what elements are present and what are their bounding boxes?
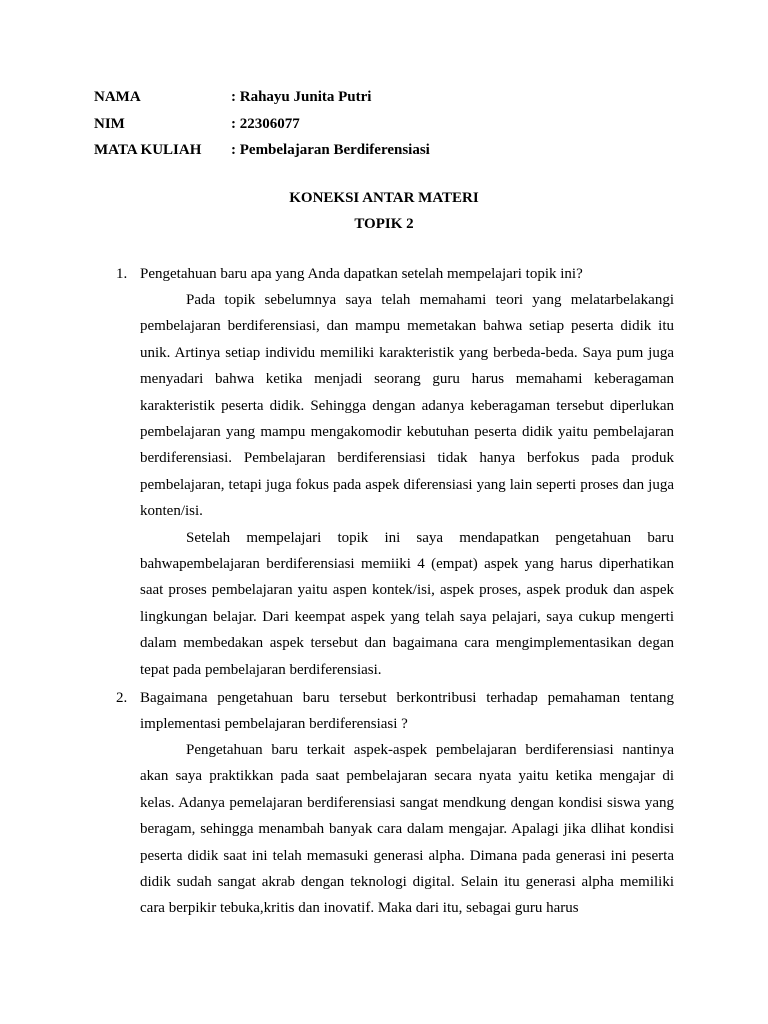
document-title: KONEKSI ANTAR MATERI bbox=[289, 190, 479, 206]
question-text: Pengetahuan baru apa yang Anda dapatkan setelah mempelajari topik ini? bbox=[140, 266, 583, 282]
identity-value: : Pembelajaran Berdiferensiasi bbox=[231, 142, 430, 158]
identity-label: NAMA bbox=[94, 89, 141, 105]
answer-paragraph: Pengetahuan baru terkait aspek-aspek pembelajaran berdiferensiasi nantinya akan saya praktikkan pada saat pembelajaran secara nyata yaitu ketika mengajar di kelas. Adanya pemelajaran berdiferensiasi sangat mendkung dengan kondisi siswa yang beragam, sehingga menambah banyak cara dalam mengajar. Apalagi jika dlihat kondisi peserta didik saat ini telah memasuki generasi alpha. Dimana pada generasi ini peserta didik sudah sangat akrab dengan teknologi digital. Selain itu generasi alpha memiliki cara berpikir tebuka,kritis dan inovatif. Maka dari itu, sebagai guru harus bbox=[140, 742, 674, 917]
question-text: Bagaimana pengetahuan baru tersebut berkontribusi terhadap pemahaman tentang implementasi pembelajaran berdiferensiasi ? bbox=[140, 690, 674, 732]
identity-value: : 22306077 bbox=[231, 115, 300, 132]
identity-row-course bbox=[94, 139, 430, 166]
answer-block bbox=[140, 287, 674, 683]
identity-value: : Rahayu Junita Putri bbox=[231, 89, 372, 105]
document-subtitle: TOPIK 2 bbox=[354, 216, 414, 232]
question-section-2 bbox=[94, 685, 674, 922]
question-section-1 bbox=[94, 261, 674, 683]
identity-label: NIM bbox=[94, 115, 125, 132]
question-number: 2. bbox=[116, 690, 128, 706]
question-row bbox=[94, 261, 674, 287]
identity-label: MATA KULIAH bbox=[94, 142, 202, 158]
answer-block bbox=[140, 737, 674, 922]
identity-block bbox=[94, 86, 430, 166]
identity-row-nim bbox=[94, 113, 430, 140]
identity-row-name bbox=[94, 86, 430, 113]
question-number: 1. bbox=[116, 266, 128, 282]
answer-paragraph: Pada topik sebelumnya saya telah memahami teori yang melatarbelakangi pembelajaran berdiferensiasi, dan mampu memetakan bahwa setiap peserta didik itu unik. Artinya setiap individu memiliki karakteristik yang berbeda-beda. Saya pum juga menyadari bahwa ketika menjadi seorang guru harus memahami keberagaman karakteristik peserta didik. Sehingga dengan adanya keberagaman tersebut diperlukan pembelajaran yang mampu mengakomodir kebutuhan peserta didik yaitu pembelajaran berdiferensiasi. Pembelajaran berdiferensiasi tidak hanya berfokus pada produk pembelajaran, tetapi juga fokus pada aspek diferensiasi yang lain seperti proses dan juga konten/isi. bbox=[140, 292, 674, 520]
question-row bbox=[94, 685, 674, 737]
answer-paragraph: Setelah mempelajari topik ini saya mendapatkan pengetahuan baru bahwapembelajaran berdiferensiasi memiiki 4 (empat) aspek yang harus diperhatikan saat proses pembelajaran yaitu aspen kontek/isi, aspek proses, aspek produk dan aspek lingkungan belajar. Dari keempat aspek yang telah saya pelajari, saya cukup mengerti dalam membedakan aspek tersebut dan bagaimana cara mengimplementasikan degan tepat pada pembelajaran berdiferensiasi. bbox=[140, 529, 674, 678]
